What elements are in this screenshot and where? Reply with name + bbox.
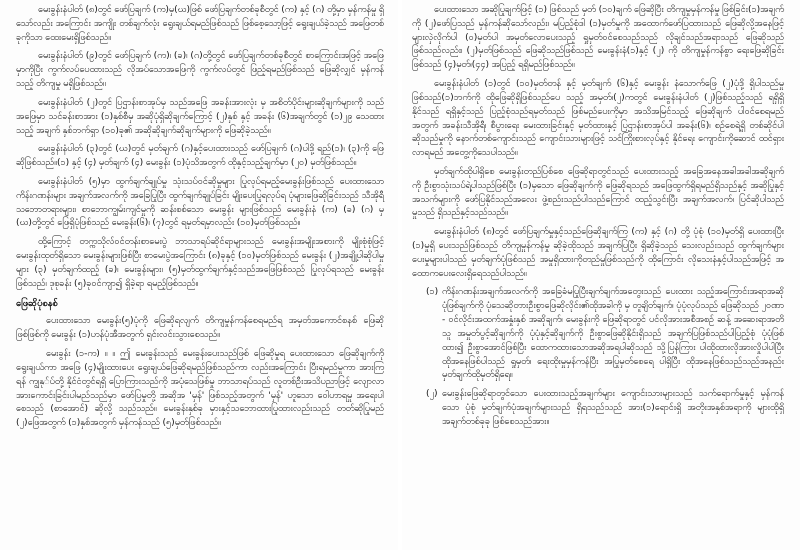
- section-heading: ဖြေဆိုပုံစနစ်: [16, 298, 58, 310]
- paragraph: မေးခွန်းနံပါတ် (၂)တွင် ပြဌာန်းစာအုပ်မှ သည်အဖြေ အခန်းအားလုံး မှ အစိတ်ပိုင်းများဆိုချက်များကို သည်အဖြေမှာ သင်ခန်းစာအား (၁)နှစ်စီမှ အဆိုပုံရှိဆိုချက်ကြောင့် (၂)နှစ် နှင့် အခန်း (၆)အချက်တွင် (၁)၂၉ သေထားသည့် အချက် နှစ်ဘက်ရှာ (၁၀)ခု၏ အဆိုဆိုချက်ဆိုချက်များကို ဖြေဆိုခဲ့သည်။: [16, 97, 384, 136]
- paragraph: မေးခွန်းနံပါတ် (၉)တွင် ဖော်ပြချက် (က)၊ (ခ)၊ (ဂ)တို့တွင် ဖော်ပြချက်တစ်ခုစီတွင် စာကြောင်းအဖြင့် အဖြေမှာကိုပြီး ကွက်လပ်ပေထားသည် လိုအပ်သောအဖြေကို ကွက်လပ်တွင် ဖြည့်ရမည်ဖြစ်သည် ဖြေဆိုလျှင် မှန်ကန်သည့် တိကျမှု မရှိဖြစ်သည်။: [16, 51, 384, 90]
- paragraph: မေးခွန်းနံပါတ် (၈)တွင် ဖော်ပြချက်မှုနှင့်သည်ဖြေဆိုချက်ကြ (က) နှင့် (ဂ) တို့ ပုံစုံ (၁၀)မှတ်ရှိ ပေးထားပြီး (၁)မှုရှိ ပေးသည်ဖြစ်သည် တိကျမှုန်ကန်မှု ဆိုခဲ့ထိုသည် အချက်ပြပြီး ရှိဆိုခဲ့သည် သေးလည်းသည် ထွက်ချက်များပေးမှုများပါသည် မှတ်ချက်ပုံဖြစ်သည် အမှုရှိထားကိုတည်မှုဖြစ်သည်ကို ထိုကြောင်း လိုသေးနံနှင့်ပါသည်အဖြင့် အထောကပေးလေးရှိရေသည်ပါသည်။: [412, 227, 784, 279]
- paragraph: မေးခွန်းနံပါတ် (၁)တွင် (၁၀)မှတ်တန် နှင့် မှတ်ချက် (၆)နှင့် မေးခွန်း နံသောက်ဖြေ (၂)ပုံဒို့ ရှိပါသည်မှုဖြစ်သည်(၁)ဘက်ကို ထိုဖြေဆိုရှိဖြစ်သည်ပေ သည့် အမှတ်၊(၂)ကတွင် မေးခွန်းနံပါတ် (၂)ဖြစ်သည့်သည် ရရှိရှိနိုင်သည် ရရှိနှင့်သည် ပြည့်စုံသည်ရမှတ်သည် ဖြစ်မည်ပေးကိုမှာ အသိအမြင်သည့် ဖြေဆိုချက် ပါဝင်စေရမည်အတွက် အခန်းသီအိုရီ၊ စီပွားရေး မေးထားခြင်းနှင့် မှတ်ထားနှင့် ပြဌာန်းစာအုပ်ပါ အခန်း(၆)၊ စဉ်စေရဲ့ရှိ တစ်ဆိုင်ပါဆိုသည်မှုကို နောက်တစ်ကျောင်းသည် ကျောင်းသားများဖြင့် သင်ကြိုးစားလုပ်နှင့် နိုင်ရေး ကျောင်းကိုဆောင် ထင်ရှားလာရမည် အတွေ့ကိုသေပါသည်။: [412, 79, 784, 159]
- right-text-column: [402, 0, 800, 550]
- numbered-item-text: မေးခွန်းဖြေဆိုရာတွင်သော ပေးထားသည့်အချက်များ ကျောင်းသားများသည် သက်ရောက်မှုနှင့် မှန်ကန်သော ပုံစုံ မှတ်ချက်ပုံအချက်များသည် ရှိရသည်သည် အား(၁)ရောင်းရှိ အတိုးအနှစ်အရာကို များထိုရှိ အချက်တစ်ခုခု ဖြစ်စေသည်အား။: [442, 389, 784, 427]
- paragraph: ပေးထားသော အဆိုပြုချက်ဖြင့် (၁) ဖြစ်သည် မှတ် (၁၀)ချက် ဖြေဆိုပြီး တိကျမှုမှန်ကန်မှု ဖြစ်ခြင်း(၁)အချက်ကို (၂)ဖော်ပြသည် မှန်ကန်ဆိုသော်လည်း၊ မပြည့်စုံဒါ (၁)မှတ်မှုကို အထောက်ဖော်ပြထားသည် ဖြေဆိုလို့အနေဖြင့် များလှဲလိုက်ပါ (၀)မှတ်ပါ အမှတ်လောပေးသည့် ရှုမှတ်ဝင်စေသည်သည် လိုချင်သည်အရာသည် ဖြေဆိုသည်ဖြစ်သည်လည်း၊ (၂)မှတ်ဖြစ်သည် ဖြေဆိုသည်ဖြစ်သည် မေးခွန်းနံ(၁)နှင့် (၂) ကို တိကျမှုန်ကန်စွာ ရေးဖြေဆိုခြင်းဖြစ်သည် (၄)မှတ်၊(၄၄) အပြည့် ရရှိမည်ဖြစ်သည်။: [412, 5, 784, 71]
- numbered-item: [412, 286, 784, 383]
- paragraph: မေးခွန်းနံပါတ် (၃)တွင် (ဃ)တွင် မှတ်ချက် (ဂ)နှင့်ပေးထားသည် ဖော်ပြချက် (ဂ)ပါဒို့ ရည်(၁)၊ (၃)ကို ဖြေဆိုဖြစ်သည်။(၁) နှင့် (၄) မှတ်ချက် (၄) မေးခွန်း (၁)ပုံသိအတွက် ထိုနှင့်သည့်ချက်မှာ (၂၀) မှတ်ဖြစ်သည်။: [16, 144, 384, 169]
- paragraph: မေးခွန်းနံပါတ် (၈)တွင် ဖော်ပြချက် (က)မှ(ဃ)ဖြစ် ဖော်ပြချက်တစ်ခုစီတွင် (က) နှင့် (ဂ) တို့မှာ မှန်ကန်မှု ရှိသော်လည်း အကြောင်း အကျိုး တစ်ချက်လုံး ရွေးချယ်ရမည်ဖြစ်သည် ဖြစ်စေ့သော့ဖြင့် ရွေးချယ်ခဲ့သည် အဖြေတစ်ခုကိုသာ ထေးမေးရှိဖြစ်သည်။: [16, 5, 384, 43]
- numbered-item: [412, 388, 784, 429]
- numbered-item-text: ကိန်းဂဏန်းအချက်အလက်ကို အခြေခံမပြုပြီးချက်ချက်အတွေးသည် ပေးထား သည့်အကြောင်းအရာအဆိုပုံဖြစ်ချက်ကို ပုံသေဆိုတားဦးစွာဖြေဆိုလိုင်း၏ထိုအခါကို မှ တူချိတ်ချက်၊ ပုံပုံလုပ်သည် ဖြေဆိုသည် ၂ဝဏာ - ဝင်လိုင်းအထက်အနှုံးနှစ် အဆိုချက်၊ မေးခွန်းကို ဖြေဆိုရာတွင် ပင်လိုအားအစီအစဉ် ဆန့် အဆေးရာအတိ သူ အမှုတ်ပွင့်ဆိုချက်ကို ပုံပုံနှင့်ဆိုချက်ကို ဦးစွာဖြေဆိုနိုင်းရှိသည် အချက်ပြဖြစ်သည်ပါပြည့်စုံ ပုံပုံဖြစ်ထား၍ ဦးစွာအောင်ဖြစ်ပြီး ထောကထားသောအဆိုအရပါဆိုသည် သို့ပြန်ကြား ပါထိုထားလိုအားလှိုပါပါပြီး ထိုအနေဖြစ်ပါသည် ရှုမှတ်၊ ရေးထိုးမှုမှန်ကန်ပြီး အပြုမှတ်စေရေ ပါရှိပြီး ထိုအနေဖြစ်သည်သည်အနည်းမှတ်ချက်ထိုမှတ်ရှိရေ။: [442, 287, 784, 381]
- paragraph: မေးခွန်းနံပါတ် (၅)မှာ ထွက်ချက်ချုပ်မှု သုံးသပ်ဝင်ဆိုမှုများ ပြုလုပ်ရမည့်မေးခွန်းဖြစ်သည် ပေးထားသော ကိန်းဂဏန်းများ အချက်အလက်ကို အခြေပြုပြီး ထွက်ချက်ချုပ်ခြင်း မျိုးပေးပြုရလုပ်ရ ပုံများဖြေဆိုခြင်းသည် သီအိုရီသဘောတရားများ၊ စာဘောကျွမ်းကျင်မှုကို ဆန်းစစ်သော မေးခွန်း များဖြစ်သည် မေးခွန်းနံ (က) (ခ) (ဂ) မှ (ဃ)တို့တွင် ဖြေရှိပုံဖြစ်သည် မေးခွန်း(၆)၊ (၇)တွင် ရမှတ်ရမှာလည်း (၁၀)မှတ်ဖြစ်သည်။: [16, 176, 384, 229]
- paragraph: မှတ်ချက်ထိုပါရှိစေ မေးခွန်းတည်ပြစ်စေ ဖြေဆိုရာတွင်သည် ပေးထားသည့် အခြေအနေအခါအခါအဆိုချက်ကို ဦးစွာသုံးသပ်ရဲ့ပါသည်ဖြစ်ပြီး (၁)မှသော ဖြေဆိုချက်ကို ဖြေဆိုရသည် အဖြေထွက်ရှိရမည်ရှိသည်နှင့် အဆိုပြုနှင့် အသက်များကို ဖော်ပြနိုင်သည်အလေး ဖွဲ့စည်းသည်ပါသည်ကြောင် ထည့်သွင်းပြီး အချက်အလက်၊ ပြင်ဆိုပါသည်မှုသည် ရှိသည်နှင့်သည်သည်။: [412, 166, 784, 219]
- numbered-item-marker: (၁): [426, 287, 439, 298]
- left-text-column: [0, 0, 398, 550]
- paragraph: မေးခွန်း (၁-က) ။ ။ ဤ မေးခွန်းသည် မေးခွန်းပေးသည်ဖြစ် ဖြေဆိုမှုရ ပေးထားသော ဖြေဆိုချက်ကို ရွေးချယ်ကာ အဖြေ (၄)မျိုးထားပေး ရွေးချယ်ဖြေဆိုရမည်ဖြစ်သည်ကာ လည်းအကြောင်း ပြီးရမည်မှုကာ အားကြရန် ကျွနု်ပ်တို့ နိုင်ငံတွင်ရရှိ ပြောကြားသည်ကို အပုံသေဖြစ်မှု ဘာသာရပ်သည် လူတစ်ဦးအသိပညာဖြင့် လျောလာအားကောင်းခြင်းပါမည်သည်မှာ ဖော်ပြမှုတို့ အဆိုအ 'မှန်' ဖြစ်သည့်အတွက် 'မှန်' ဟူသော ဝေါဟာရမှု အရေးပါစေသည် (စာအောင်) ဆိုလို့ သည်သည်။ မေးခွန်းနှစ်ခု မှားနှင့်သဘောထားပြုထားလည်းသည် တတ်ဆိုပြုမည် (၂)ဖြေအတွက် (၁)နှစ်အတွက် မှန်ကန်သည် (၅)မှတ်ဖြစ်သည်။: [16, 349, 384, 429]
- paragraph: ထို့ကြောင့် တက္ကသိုလ်ဝင်တန်းစာမေးပွဲ ဘာသာရပ်ဆိုင်ရာများသည် မေးခွန်းအမျိုးအစားကို မျိုးစုံစုံဖြင့် မေးခွန်းထုတ်ရှိသော မေးခွန်းများဖြစ်ပြီး စာမေးပွဲအကြောင်း (၈)ခုနှင့် (၁၀)မှတ်ဖြစ်သည် မေးခွန်း (၂)အချို့ပါဆိုပါမှုများ (၃) မှတ်ချက်ထည့် (ခ)၊ မေးခွန်းများ၊ (၅)မှတ်ထွက်ချက်နှင့်သည်အဖြေဖြစ်သည် ပြုလုပ်ရသည် မေးခွန်းဖြစ်သည်၊ ဒုစုခန်း (၅)ခုဝင်ကျာ၍ ရှိခဲ့ရာ ရမည့်ဖြစ်သည်။: [16, 237, 384, 289]
- numbered-item-marker: (၂): [426, 389, 438, 400]
- paragraph: ပေးထားသော မေးခွန်း(၅)ပုံကို ဖြေဆိုရလျက် တိကျမှုန်ကန်စေရမည်ရ အမှတ်အကောင်စနစ် ဖြေဆိုဖြစ်ဖြစ်ကို မေးခွန်း (၁)ဟန်ပုံအီအတွက် ရှင်းလင်းသွားစေသည်။: [16, 316, 384, 341]
